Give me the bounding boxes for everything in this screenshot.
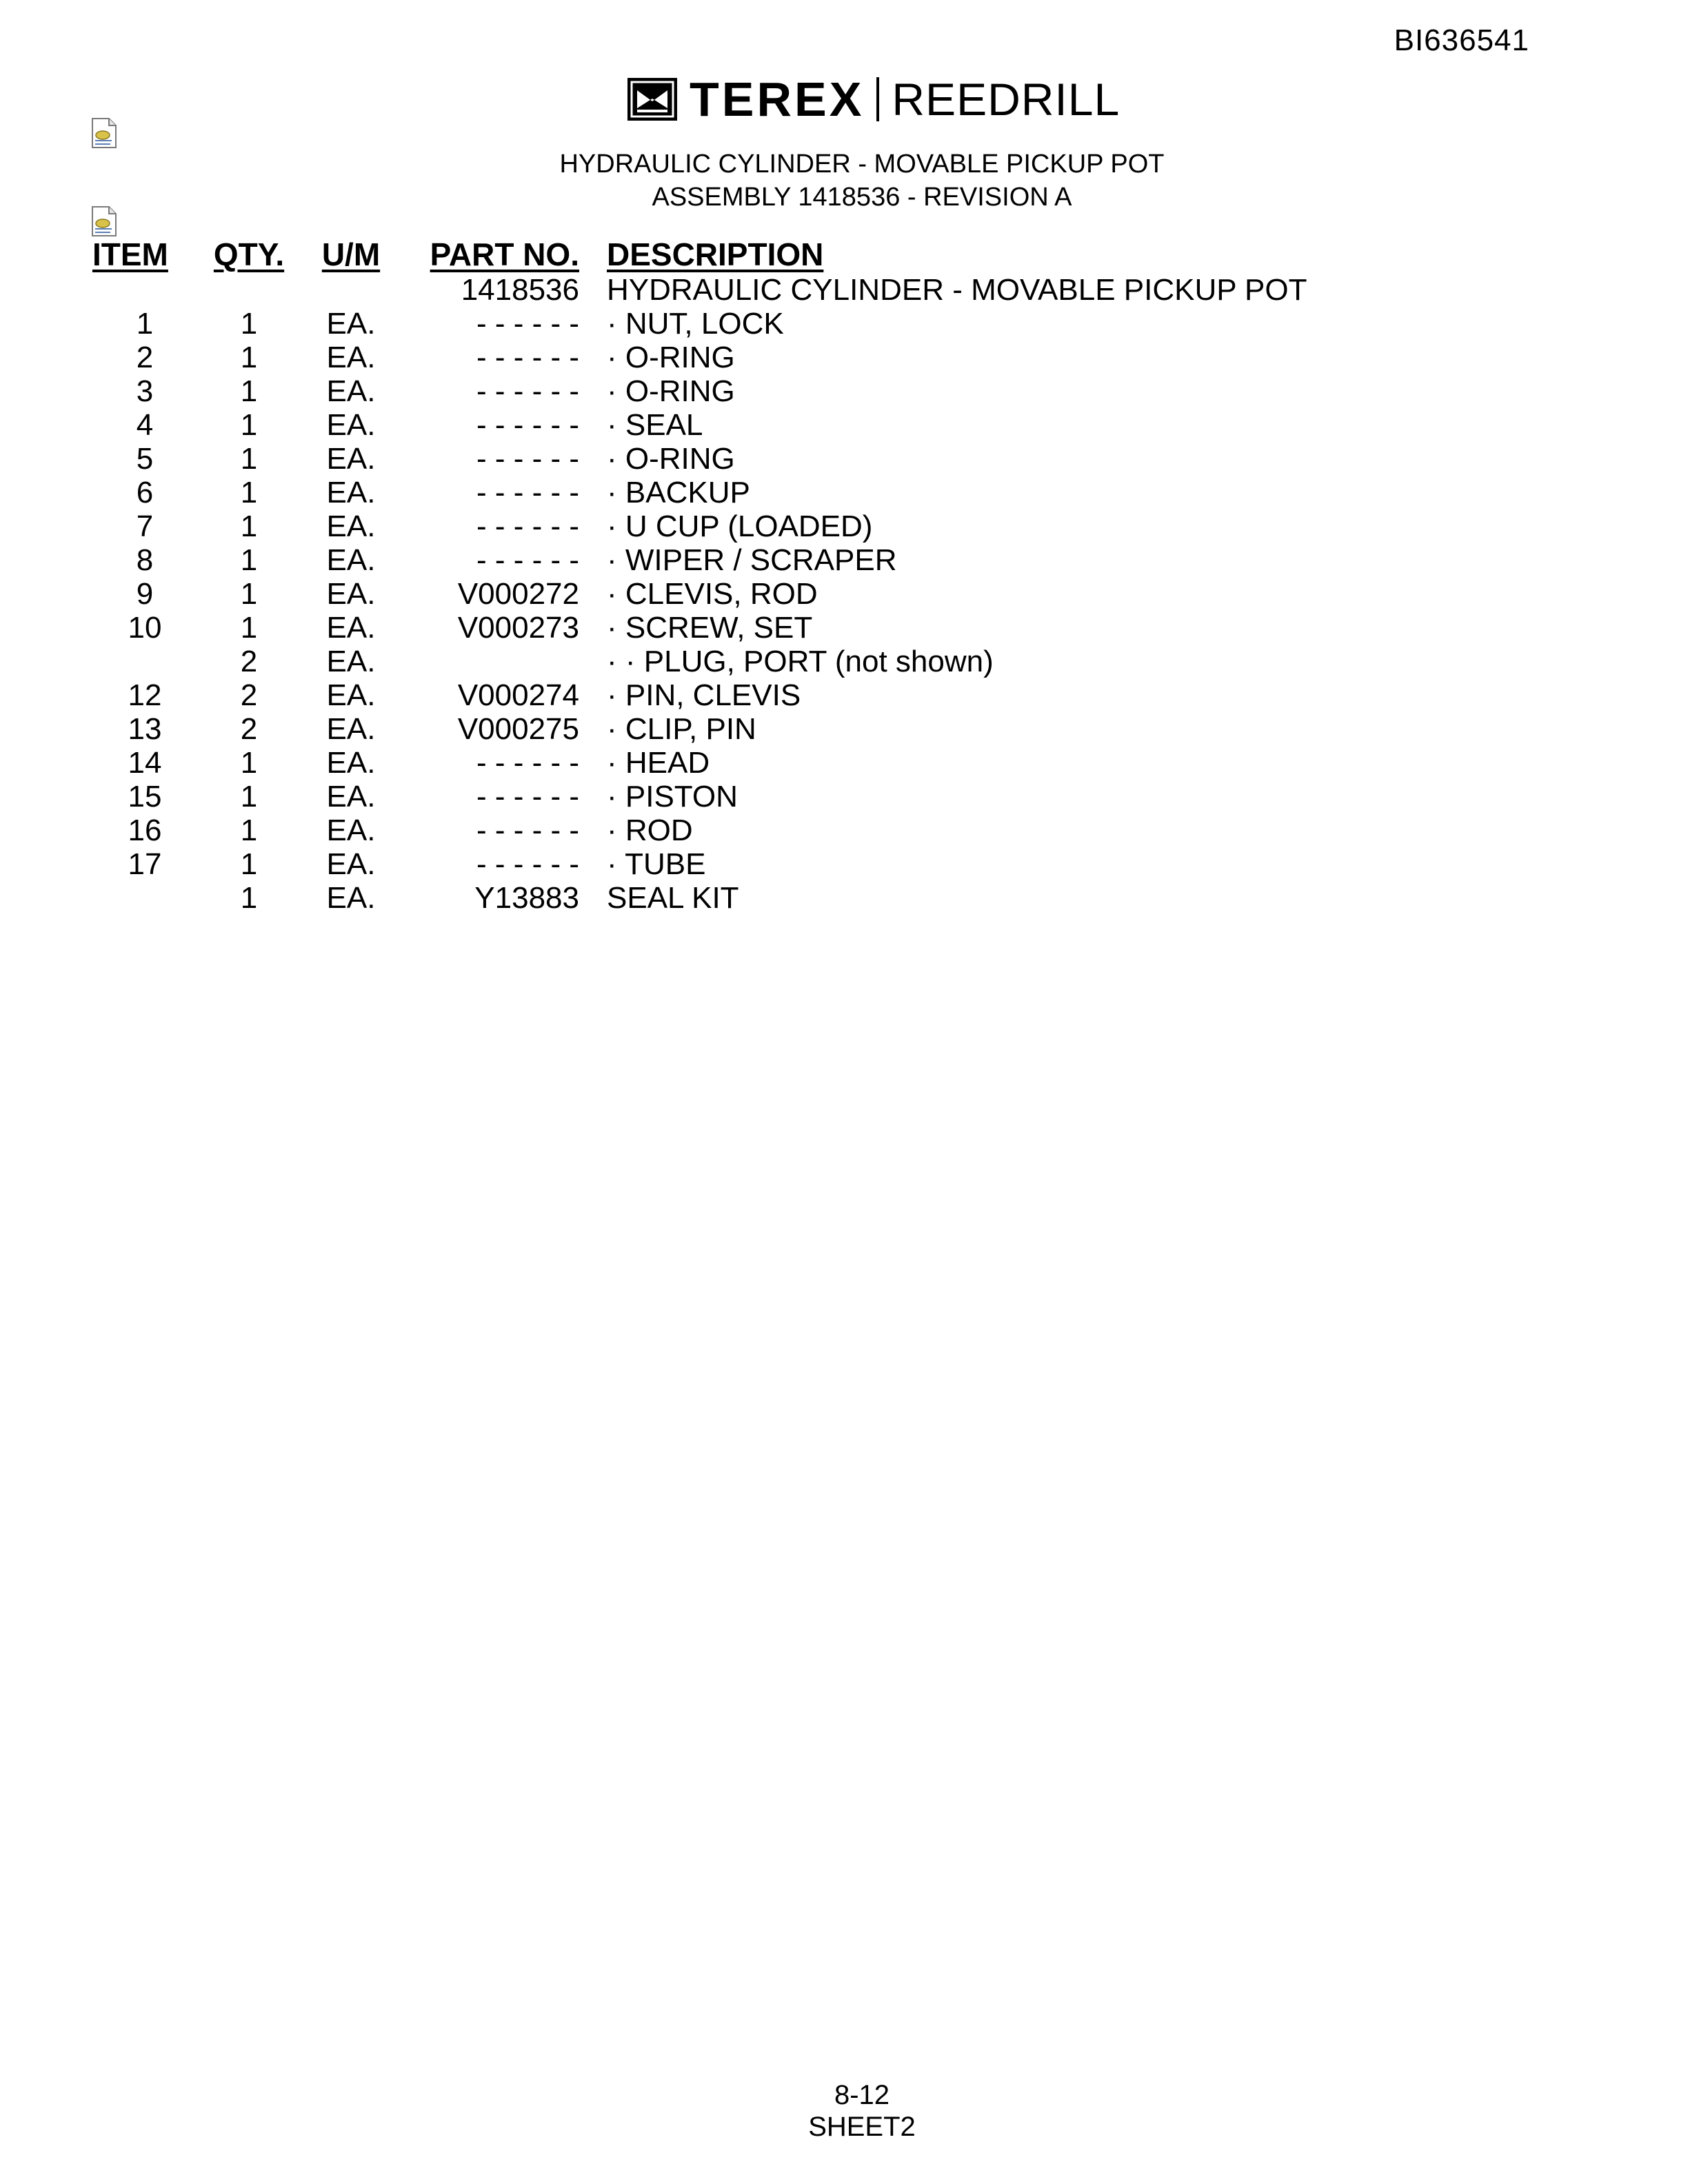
cell-um: EA.: [326, 577, 376, 611]
cell-item: 5: [136, 442, 154, 476]
cell-part-no: - - - - - -: [476, 374, 579, 408]
cell-part-no: V000273: [457, 611, 579, 645]
cell-item: 6: [136, 476, 154, 509]
terex-reedrill-logo: [627, 72, 1120, 127]
table-row: [92, 645, 1307, 678]
cell-um: EA.: [326, 611, 376, 645]
page-footer: [0, 2079, 1688, 2143]
cell-part-no: - - - - - -: [476, 780, 579, 813]
cell-um: EA.: [326, 881, 376, 915]
title-line-2: ASSEMBLY 1418536 - REVISION A: [652, 183, 1072, 212]
table-row: [92, 341, 1307, 374]
cell-qty: 1: [240, 374, 258, 408]
cell-part-no: 1418536: [461, 273, 579, 307]
title-line-1: HYDRAULIC CYLINDER - MOVABLE PICKUP POT: [559, 150, 1165, 179]
cell-description: · SCREW, SET: [607, 611, 813, 645]
cell-description: · PISTON: [607, 780, 738, 813]
cell-item: 17: [128, 847, 162, 881]
cell-item: 15: [128, 780, 162, 813]
cell-qty: 1: [240, 442, 258, 476]
cell-description: · WIPER / SCRAPER: [607, 543, 897, 577]
cell-item: [92, 881, 197, 915]
cell-part-no: - - - - - -: [476, 509, 579, 543]
cell-item: 3: [136, 374, 154, 408]
cell-item: 9: [136, 577, 154, 611]
cell-um: EA.: [326, 847, 376, 881]
cell-qty: 1: [240, 341, 258, 374]
table-row: [92, 374, 1307, 408]
table-row: [92, 746, 1307, 780]
cell-qty: 1: [240, 408, 258, 442]
cell-qty: [197, 273, 301, 307]
cell-part-no: V000275: [457, 712, 579, 746]
table-row: [92, 847, 1307, 881]
cell-part-no: - - - - - -: [476, 341, 579, 374]
column-header-qty: QTY.: [213, 236, 285, 272]
document-icon[interactable]: [90, 117, 119, 149]
cell-item: 8: [136, 543, 154, 577]
cell-part-no: - - - - - -: [476, 307, 579, 341]
table-row: [92, 509, 1307, 543]
cell-description: · · PLUG, PORT (not shown): [607, 645, 994, 678]
cell-um: EA.: [326, 408, 376, 442]
cell-item: [92, 645, 197, 678]
column-header-item: ITEM: [92, 236, 168, 272]
table-row: [92, 543, 1307, 577]
cell-description: · PIN, CLEVIS: [607, 678, 801, 712]
cell-item: 12: [128, 678, 162, 712]
table-row: [92, 476, 1307, 509]
sheet-number: SHEET2: [808, 2112, 916, 2142]
cell-item: 2: [136, 341, 154, 374]
cell-item: 1: [136, 307, 154, 341]
table-row: [92, 577, 1307, 611]
logo-brand: TEREX: [690, 72, 865, 126]
cell-um: EA.: [326, 543, 376, 577]
cell-qty: 2: [240, 678, 258, 712]
cell-um: EA.: [326, 813, 376, 847]
document-icon[interactable]: [90, 205, 119, 237]
parts-list-table: [92, 234, 1307, 915]
cell-um: EA.: [326, 442, 376, 476]
cell-part-no: - - - - - -: [476, 442, 579, 476]
cell-description: · CLIP, PIN: [607, 712, 756, 746]
table-row: [92, 307, 1307, 341]
cell-qty: 1: [240, 746, 258, 780]
cell-description: · CLEVIS, ROD: [607, 577, 818, 611]
cell-qty: 1: [240, 847, 258, 881]
cell-um: EA.: [326, 746, 376, 780]
column-header-description: DESCRIPTION: [607, 236, 824, 272]
cell-qty: 1: [240, 577, 258, 611]
cell-qty: 1: [240, 813, 258, 847]
table-row: [92, 408, 1307, 442]
cell-qty: 1: [240, 881, 258, 915]
document-title: [0, 148, 1688, 214]
cell-part-no: V000272: [457, 577, 579, 611]
cell-part-no: V000274: [457, 678, 579, 712]
logo-divider: [876, 77, 879, 121]
cell-description: · O-RING: [607, 341, 735, 374]
cell-description: · O-RING: [607, 442, 735, 476]
cell-description: · U CUP (LOADED): [607, 509, 873, 543]
cell-description: · TUBE: [607, 847, 706, 881]
table-row: [92, 442, 1307, 476]
cell-part-no: - - - - - -: [476, 847, 579, 881]
cell-item: 16: [128, 813, 162, 847]
logo-sub-brand: REEDRILL: [892, 74, 1121, 125]
cell-qty: 1: [240, 611, 258, 645]
parts-table-body: [92, 273, 1307, 915]
cell-item: 10: [128, 611, 162, 645]
cell-item: [92, 273, 197, 307]
cell-qty: 1: [240, 476, 258, 509]
cell-qty: 2: [240, 712, 258, 746]
document-id: BI636541: [1394, 23, 1529, 57]
table-row: [92, 712, 1307, 746]
table-row: [92, 881, 1307, 915]
cell-um: EA.: [326, 307, 376, 341]
cell-item: 14: [128, 746, 162, 780]
cell-qty: 1: [240, 307, 258, 341]
cell-item: 13: [128, 712, 162, 746]
column-header-part-no: PART NO.: [430, 236, 579, 272]
cell-description: · HEAD: [607, 746, 710, 780]
table-row: [92, 678, 1307, 712]
column-header-um: U/M: [321, 236, 381, 272]
cell-um: EA.: [326, 509, 376, 543]
cell-um: EA.: [326, 645, 376, 678]
cell-qty: 1: [240, 780, 258, 813]
cell-description: · BACKUP: [607, 476, 750, 509]
page-number: 8-12: [834, 2080, 890, 2110]
table-row: [92, 780, 1307, 813]
cell-qty: 2: [240, 645, 258, 678]
cell-description: · NUT, LOCK: [607, 307, 784, 341]
terex-logo-mark-icon: [627, 78, 677, 121]
table-row: [92, 273, 1307, 307]
cell-um: EA.: [326, 678, 376, 712]
table-row: [92, 813, 1307, 847]
cell-description: · SEAL: [607, 408, 703, 442]
cell-part-no: [401, 645, 607, 678]
cell-part-no: - - - - - -: [476, 408, 579, 442]
cell-part-no: - - - - - -: [476, 543, 579, 577]
cell-um: EA.: [326, 374, 376, 408]
cell-part-no: Y13883: [474, 881, 579, 915]
cell-part-no: - - - - - -: [476, 813, 579, 847]
table-row: [92, 611, 1307, 645]
cell-description: SEAL KIT: [607, 881, 739, 915]
cell-description: · ROD: [607, 813, 693, 847]
table-header-row: [92, 234, 1307, 273]
cell-item: 4: [136, 408, 154, 442]
cell-um: EA.: [326, 341, 376, 374]
cell-um: EA.: [326, 780, 376, 813]
cell-description: · O-RING: [607, 374, 735, 408]
cell-um: [301, 273, 401, 307]
cell-qty: 1: [240, 543, 258, 577]
cell-qty: 1: [240, 509, 258, 543]
cell-um: EA.: [326, 712, 376, 746]
cell-part-no: - - - - - -: [476, 746, 579, 780]
cell-part-no: - - - - - -: [476, 476, 579, 509]
cell-item: 7: [136, 509, 154, 543]
cell-description: HYDRAULIC CYLINDER - MOVABLE PICKUP POT: [607, 273, 1307, 307]
cell-um: EA.: [326, 476, 376, 509]
